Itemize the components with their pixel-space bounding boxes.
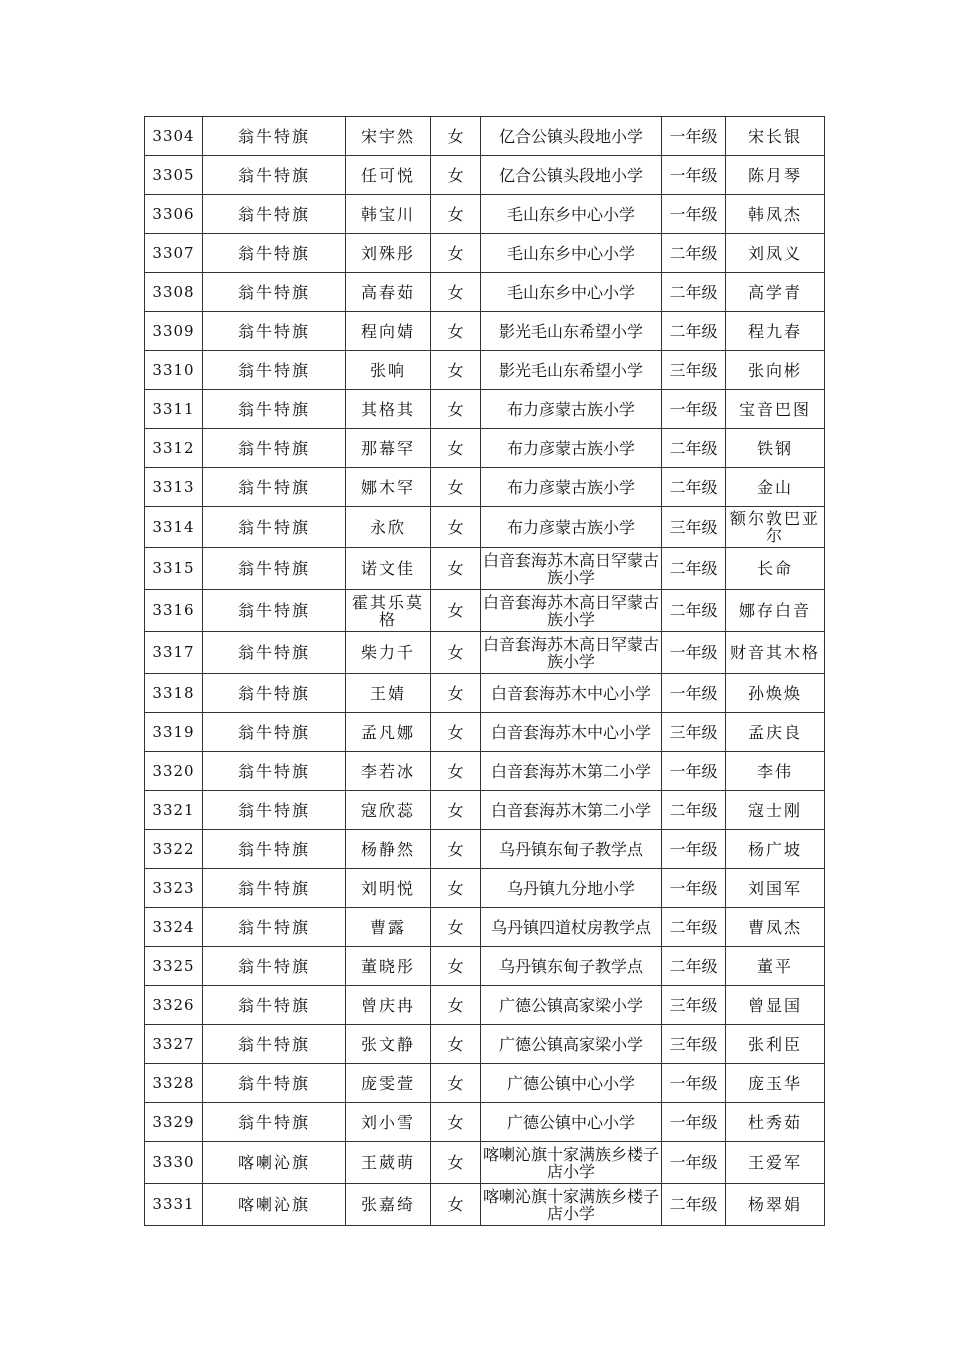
school-cell: 白音套海苏木第二小学 <box>481 791 662 830</box>
guardian-cell: 刘国军 <box>726 869 825 908</box>
grade-cell: 二年级 <box>662 234 726 273</box>
gender-cell: 女 <box>431 312 481 351</box>
guardian-cell: 曹凤杰 <box>726 908 825 947</box>
serial-number-cell: 3326 <box>145 986 203 1025</box>
gender-cell: 女 <box>431 830 481 869</box>
region-cell: 翁牛特旗 <box>203 548 346 590</box>
school-cell: 白音套海苏木高日罕蒙古族小学 <box>481 590 662 632</box>
serial-number-cell: 3315 <box>145 548 203 590</box>
gender-cell: 女 <box>431 947 481 986</box>
name-cell: 董晓彤 <box>346 947 431 986</box>
table-row <box>145 312 825 351</box>
serial-number-cell: 3331 <box>145 1184 203 1226</box>
guardian-cell: 孟庆良 <box>726 713 825 752</box>
grade-cell: 一年级 <box>662 195 726 234</box>
serial-number-cell: 3324 <box>145 908 203 947</box>
school-cell: 广德公镇中心小学 <box>481 1103 662 1142</box>
grade-cell: 二年级 <box>662 548 726 590</box>
region-cell: 翁牛特旗 <box>203 273 346 312</box>
serial-number-cell: 3321 <box>145 791 203 830</box>
guardian-cell: 董平 <box>726 947 825 986</box>
table-row <box>145 632 825 674</box>
guardian-cell: 宝音巴图 <box>726 390 825 429</box>
gender-cell: 女 <box>431 674 481 713</box>
grade-cell: 一年级 <box>662 117 726 156</box>
name-cell: 刘小雪 <box>346 1103 431 1142</box>
school-cell: 影光毛山东希望小学 <box>481 312 662 351</box>
gender-cell: 女 <box>431 351 481 390</box>
grade-cell: 一年级 <box>662 752 726 791</box>
serial-number-cell: 3308 <box>145 273 203 312</box>
grade-cell: 二年级 <box>662 312 726 351</box>
grade-cell: 一年级 <box>662 869 726 908</box>
name-cell: 曾庆冉 <box>346 986 431 1025</box>
serial-number-cell: 3317 <box>145 632 203 674</box>
grade-cell: 二年级 <box>662 908 726 947</box>
name-cell: 刘明悦 <box>346 869 431 908</box>
name-cell: 寇欣蕊 <box>346 791 431 830</box>
name-cell: 张嘉绮 <box>346 1184 431 1226</box>
table-row <box>145 351 825 390</box>
gender-cell: 女 <box>431 156 481 195</box>
gender-cell: 女 <box>431 791 481 830</box>
serial-number-cell: 3307 <box>145 234 203 273</box>
school-cell: 布力彦蒙古族小学 <box>481 507 662 548</box>
guardian-cell: 曾显国 <box>726 986 825 1025</box>
gender-cell: 女 <box>431 1184 481 1226</box>
grade-cell: 三年级 <box>662 351 726 390</box>
school-cell: 白音套海苏木高日罕蒙古族小学 <box>481 632 662 674</box>
region-cell: 翁牛特旗 <box>203 507 346 548</box>
gender-cell: 女 <box>431 234 481 273</box>
region-cell: 翁牛特旗 <box>203 312 346 351</box>
name-cell: 王葳萌 <box>346 1142 431 1184</box>
region-cell: 翁牛特旗 <box>203 1025 346 1064</box>
table-row <box>145 548 825 590</box>
name-cell: 任可悦 <box>346 156 431 195</box>
table-row <box>145 429 825 468</box>
school-cell: 布力彦蒙古族小学 <box>481 390 662 429</box>
name-cell: 王婧 <box>346 674 431 713</box>
table-row <box>145 117 825 156</box>
school-cell: 喀喇沁旗十家满族乡楼子店小学 <box>481 1142 662 1184</box>
serial-number-cell: 3322 <box>145 830 203 869</box>
region-cell: 喀喇沁旗 <box>203 1184 346 1226</box>
name-cell: 其格其 <box>346 390 431 429</box>
region-cell: 翁牛特旗 <box>203 234 346 273</box>
name-cell: 那幕罕 <box>346 429 431 468</box>
guardian-cell: 李伟 <box>726 752 825 791</box>
guardian-cell: 张向彬 <box>726 351 825 390</box>
region-cell: 喀喇沁旗 <box>203 1142 346 1184</box>
gender-cell: 女 <box>431 590 481 632</box>
guardian-cell: 程九春 <box>726 312 825 351</box>
grade-cell: 三年级 <box>662 1025 726 1064</box>
table-row <box>145 273 825 312</box>
guardian-cell: 娜存白音 <box>726 590 825 632</box>
name-cell: 韩宝川 <box>346 195 431 234</box>
guardian-cell: 王爱军 <box>726 1142 825 1184</box>
region-cell: 翁牛特旗 <box>203 429 346 468</box>
gender-cell: 女 <box>431 1103 481 1142</box>
grade-cell: 二年级 <box>662 429 726 468</box>
school-cell: 白音套海苏木高日罕蒙古族小学 <box>481 548 662 590</box>
school-cell: 白音套海苏木中心小学 <box>481 713 662 752</box>
name-cell: 永欣 <box>346 507 431 548</box>
name-cell: 张响 <box>346 351 431 390</box>
region-cell: 翁牛特旗 <box>203 947 346 986</box>
table-row <box>145 947 825 986</box>
gender-cell: 女 <box>431 632 481 674</box>
name-cell: 杨静然 <box>346 830 431 869</box>
gender-cell: 女 <box>431 713 481 752</box>
grade-cell: 二年级 <box>662 273 726 312</box>
school-cell: 喀喇沁旗十家满族乡楼子店小学 <box>481 1184 662 1226</box>
table-row <box>145 908 825 947</box>
table-row <box>145 468 825 507</box>
gender-cell: 女 <box>431 1064 481 1103</box>
table-row <box>145 390 825 429</box>
grade-cell: 一年级 <box>662 390 726 429</box>
serial-number-cell: 3306 <box>145 195 203 234</box>
region-cell: 翁牛特旗 <box>203 791 346 830</box>
name-cell: 庞雯萱 <box>346 1064 431 1103</box>
school-cell: 广德公镇中心小学 <box>481 1064 662 1103</box>
school-cell: 布力彦蒙古族小学 <box>481 429 662 468</box>
table-row <box>145 1184 825 1226</box>
table-body <box>145 117 825 1226</box>
name-cell: 娜木罕 <box>346 468 431 507</box>
grade-cell: 二年级 <box>662 590 726 632</box>
table-row <box>145 1025 825 1064</box>
gender-cell: 女 <box>431 986 481 1025</box>
grade-cell: 三年级 <box>662 713 726 752</box>
serial-number-cell: 3313 <box>145 468 203 507</box>
school-cell: 乌丹镇东甸子教学点 <box>481 830 662 869</box>
region-cell: 翁牛特旗 <box>203 986 346 1025</box>
serial-number-cell: 3314 <box>145 507 203 548</box>
school-cell: 白音套海苏木中心小学 <box>481 674 662 713</box>
guardian-cell: 杜秀茹 <box>726 1103 825 1142</box>
school-cell: 毛山东乡中心小学 <box>481 234 662 273</box>
guardian-cell: 杨翠娟 <box>726 1184 825 1226</box>
region-cell: 翁牛特旗 <box>203 390 346 429</box>
table-row <box>145 986 825 1025</box>
serial-number-cell: 3323 <box>145 869 203 908</box>
name-cell: 柴力千 <box>346 632 431 674</box>
name-cell: 刘殊彤 <box>346 234 431 273</box>
serial-number-cell: 3312 <box>145 429 203 468</box>
table-row <box>145 830 825 869</box>
table-row <box>145 234 825 273</box>
table-row <box>145 791 825 830</box>
gender-cell: 女 <box>431 468 481 507</box>
table-row <box>145 752 825 791</box>
guardian-cell: 额尔敦巴亚尔 <box>726 507 825 548</box>
name-cell: 孟凡娜 <box>346 713 431 752</box>
school-cell: 乌丹镇四道杖房教学点 <box>481 908 662 947</box>
serial-number-cell: 3328 <box>145 1064 203 1103</box>
gender-cell: 女 <box>431 390 481 429</box>
region-cell: 翁牛特旗 <box>203 674 346 713</box>
serial-number-cell: 3320 <box>145 752 203 791</box>
grade-cell: 二年级 <box>662 947 726 986</box>
region-cell: 翁牛特旗 <box>203 908 346 947</box>
name-cell: 程向婧 <box>346 312 431 351</box>
serial-number-cell: 3327 <box>145 1025 203 1064</box>
guardian-cell: 陈月琴 <box>726 156 825 195</box>
gender-cell: 女 <box>431 869 481 908</box>
table-row <box>145 507 825 548</box>
gender-cell: 女 <box>431 908 481 947</box>
gender-cell: 女 <box>431 273 481 312</box>
name-cell: 曹露 <box>346 908 431 947</box>
name-cell: 霍其乐莫格 <box>346 590 431 632</box>
gender-cell: 女 <box>431 117 481 156</box>
school-cell: 毛山东乡中心小学 <box>481 273 662 312</box>
region-cell: 翁牛特旗 <box>203 156 346 195</box>
guardian-cell: 长命 <box>726 548 825 590</box>
gender-cell: 女 <box>431 507 481 548</box>
guardian-cell: 高学青 <box>726 273 825 312</box>
school-cell: 影光毛山东希望小学 <box>481 351 662 390</box>
table-row <box>145 156 825 195</box>
guardian-cell: 杨广坡 <box>726 830 825 869</box>
table-row <box>145 195 825 234</box>
name-cell: 诺文佳 <box>346 548 431 590</box>
gender-cell: 女 <box>431 1142 481 1184</box>
gender-cell: 女 <box>431 195 481 234</box>
region-cell: 翁牛特旗 <box>203 117 346 156</box>
region-cell: 翁牛特旗 <box>203 1064 346 1103</box>
serial-number-cell: 3329 <box>145 1103 203 1142</box>
region-cell: 翁牛特旗 <box>203 752 346 791</box>
table-row <box>145 590 825 632</box>
guardian-cell: 孙焕焕 <box>726 674 825 713</box>
region-cell: 翁牛特旗 <box>203 632 346 674</box>
name-cell: 宋宇然 <box>346 117 431 156</box>
table-row <box>145 674 825 713</box>
guardian-cell: 庞玉华 <box>726 1064 825 1103</box>
grade-cell: 一年级 <box>662 1103 726 1142</box>
name-cell: 张文静 <box>346 1025 431 1064</box>
name-cell: 高春茹 <box>346 273 431 312</box>
school-cell: 布力彦蒙古族小学 <box>481 468 662 507</box>
grade-cell: 三年级 <box>662 507 726 548</box>
guardian-cell: 张利臣 <box>726 1025 825 1064</box>
grade-cell: 二年级 <box>662 468 726 507</box>
guardian-cell: 寇士刚 <box>726 791 825 830</box>
school-cell: 毛山东乡中心小学 <box>481 195 662 234</box>
school-cell: 亿合公镇头段地小学 <box>481 156 662 195</box>
gender-cell: 女 <box>431 752 481 791</box>
school-cell: 乌丹镇九分地小学 <box>481 869 662 908</box>
school-cell: 亿合公镇头段地小学 <box>481 117 662 156</box>
serial-number-cell: 3330 <box>145 1142 203 1184</box>
serial-number-cell: 3310 <box>145 351 203 390</box>
gender-cell: 女 <box>431 548 481 590</box>
grade-cell: 一年级 <box>662 830 726 869</box>
table-row <box>145 713 825 752</box>
student-list-table <box>144 116 825 1226</box>
grade-cell: 三年级 <box>662 986 726 1025</box>
serial-number-cell: 3309 <box>145 312 203 351</box>
guardian-cell: 宋长银 <box>726 117 825 156</box>
serial-number-cell: 3304 <box>145 117 203 156</box>
region-cell: 翁牛特旗 <box>203 590 346 632</box>
school-cell: 广德公镇高家梁小学 <box>481 1025 662 1064</box>
table-row <box>145 1142 825 1184</box>
guardian-cell: 铁钢 <box>726 429 825 468</box>
grade-cell: 二年级 <box>662 1184 726 1226</box>
table-row <box>145 1064 825 1103</box>
grade-cell: 一年级 <box>662 156 726 195</box>
grade-cell: 一年级 <box>662 1064 726 1103</box>
school-cell: 广德公镇高家梁小学 <box>481 986 662 1025</box>
grade-cell: 一年级 <box>662 674 726 713</box>
region-cell: 翁牛特旗 <box>203 195 346 234</box>
serial-number-cell: 3305 <box>145 156 203 195</box>
name-cell: 李若冰 <box>346 752 431 791</box>
guardian-cell: 韩凤杰 <box>726 195 825 234</box>
region-cell: 翁牛特旗 <box>203 869 346 908</box>
region-cell: 翁牛特旗 <box>203 468 346 507</box>
region-cell: 翁牛特旗 <box>203 1103 346 1142</box>
table-row <box>145 869 825 908</box>
serial-number-cell: 3311 <box>145 390 203 429</box>
school-cell: 乌丹镇东甸子教学点 <box>481 947 662 986</box>
region-cell: 翁牛特旗 <box>203 351 346 390</box>
guardian-cell: 金山 <box>726 468 825 507</box>
gender-cell: 女 <box>431 1025 481 1064</box>
guardian-cell: 财音其木格 <box>726 632 825 674</box>
grade-cell: 一年级 <box>662 1142 726 1184</box>
guardian-cell: 刘凤义 <box>726 234 825 273</box>
serial-number-cell: 3316 <box>145 590 203 632</box>
grade-cell: 二年级 <box>662 791 726 830</box>
region-cell: 翁牛特旗 <box>203 830 346 869</box>
serial-number-cell: 3318 <box>145 674 203 713</box>
school-cell: 白音套海苏木第二小学 <box>481 752 662 791</box>
gender-cell: 女 <box>431 429 481 468</box>
table-row <box>145 1103 825 1142</box>
serial-number-cell: 3319 <box>145 713 203 752</box>
serial-number-cell: 3325 <box>145 947 203 986</box>
grade-cell: 一年级 <box>662 632 726 674</box>
region-cell: 翁牛特旗 <box>203 713 346 752</box>
